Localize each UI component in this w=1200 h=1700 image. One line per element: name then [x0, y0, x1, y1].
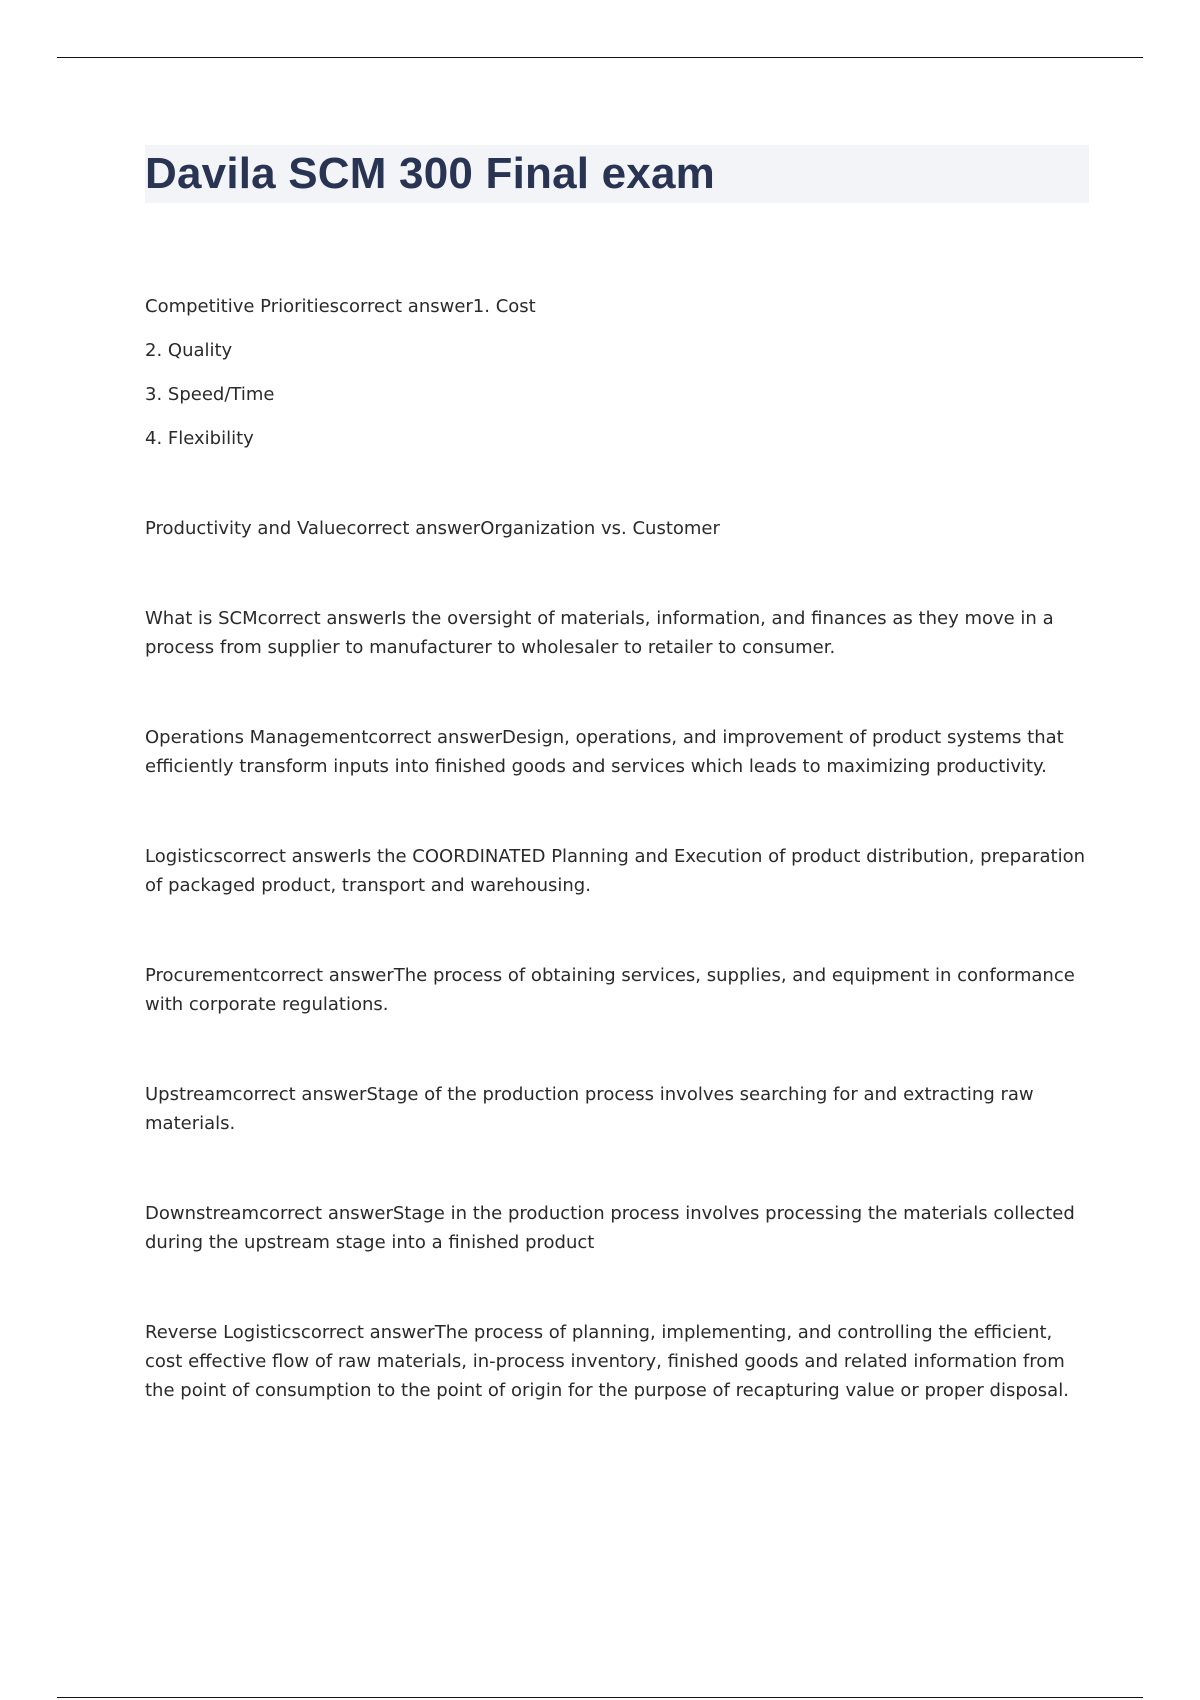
- qa-continuation-line: 2. Quality: [145, 340, 233, 361]
- document-title: Davila SCM 300 Final exam: [145, 149, 715, 198]
- qa-entry: [145, 961, 1090, 1019]
- qa-continuation-line: 3. Speed/Time: [145, 384, 275, 405]
- qa-text: Logisticscorrect answerIs the COORDINATED Planning and Execution of product distribution, preparation of packaged product, transport and warehousing.: [145, 846, 1086, 896]
- qa-entry: [145, 292, 1090, 453]
- qa-text: Productivity and Valuecorrect answerOrganization vs. Customer: [145, 518, 720, 539]
- qa-text: Downstreamcorrect answerStage in the production process involves processing the materials collected during the upstream stage into a finished product: [145, 1203, 1075, 1253]
- qa-text: What is SCMcorrect answerIs the oversight of materials, information, and finances as they move in a process from supplier to manufacturer to wholesaler to retailer to consumer.: [145, 608, 1054, 658]
- page-bottom-rule: [57, 1697, 1143, 1698]
- qa-text: Competitive Prioritiescorrect answer1. Cost: [145, 296, 536, 317]
- qa-entry: [145, 604, 1090, 662]
- qa-entry: [145, 514, 1090, 543]
- qa-continuation-line: 4. Flexibility: [145, 428, 254, 449]
- document-body: [145, 292, 1090, 1405]
- qa-text: Operations Managementcorrect answerDesign, operations, and improvement of product systems that efficiently transform inputs into finished goods and services which leads to maximizing productivity.: [145, 727, 1064, 777]
- qa-entry: [145, 1199, 1090, 1257]
- qa-entry: [145, 842, 1090, 900]
- qa-entry: [145, 1080, 1090, 1138]
- qa-entry: [145, 1318, 1090, 1405]
- qa-text: Reverse Logisticscorrect answerThe process of planning, implementing, and controlling the efficient, cost effective flow of raw materials, in-process inventory, finished goods and related information from the point of consumption to the point of origin for the purpose of recapturing value or proper disposal.: [145, 1322, 1069, 1401]
- qa-text: Procurementcorrect answerThe process of obtaining services, supplies, and equipment in conformance with corporate regulations.: [145, 965, 1075, 1015]
- qa-text: Upstreamcorrect answerStage of the production process involves searching for and extracting raw materials.: [145, 1084, 1034, 1134]
- qa-entry: [145, 723, 1090, 781]
- page-top-rule: [57, 57, 1143, 58]
